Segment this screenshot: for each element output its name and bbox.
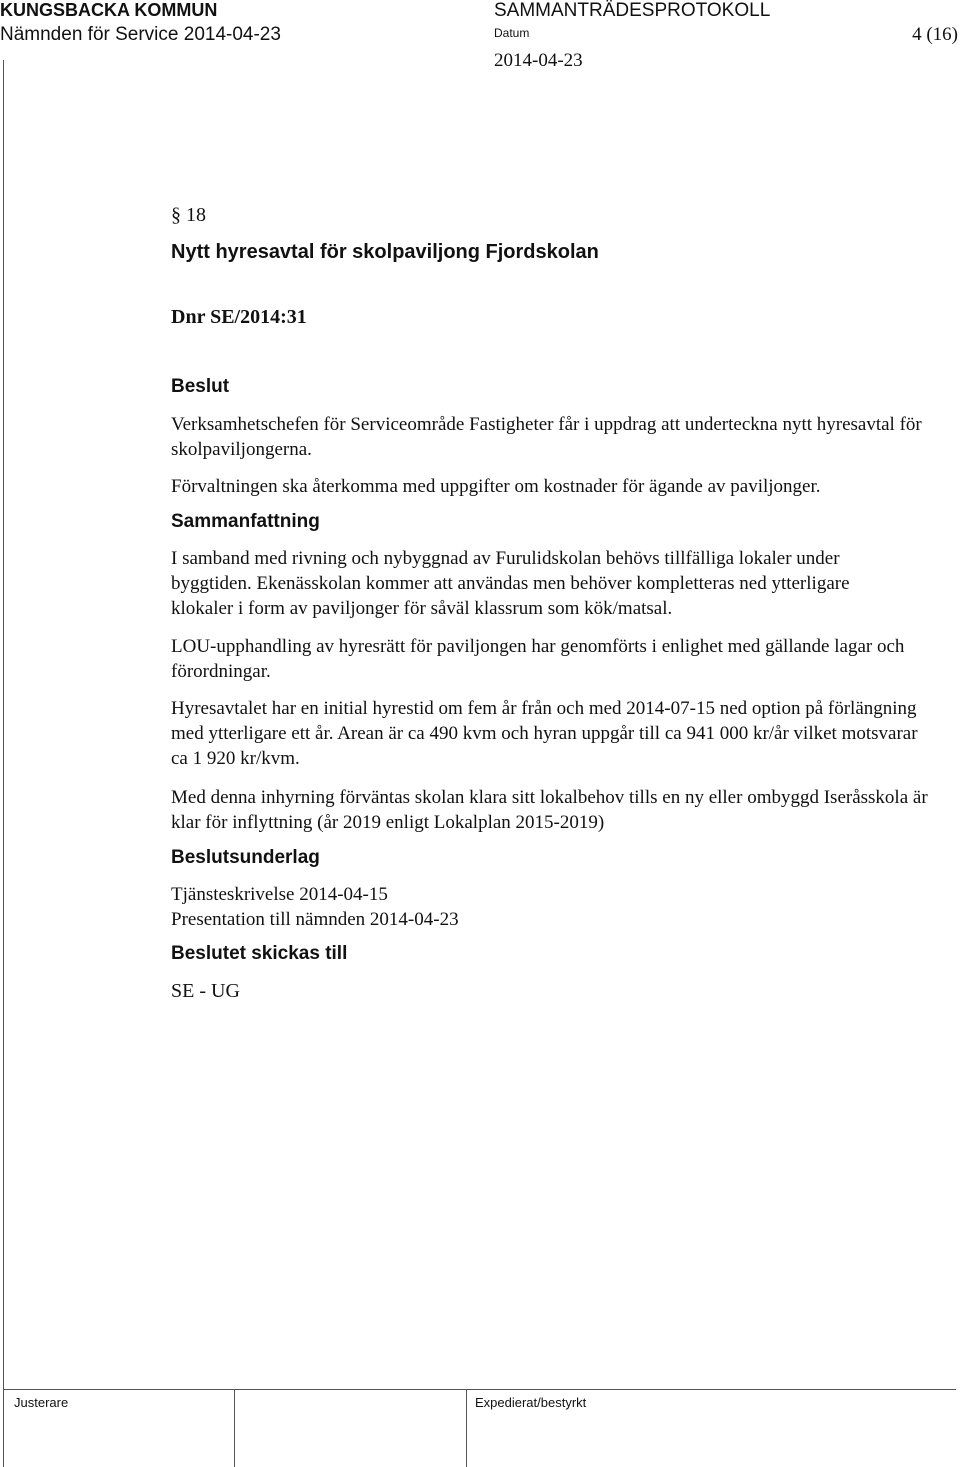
sammanfattning-paragraph: Med denna inhyrning förväntas skolan klara sitt lokalbehov tills en ny eller ombyggd Iseråsskola är klar för inflyttning (år 2019 enligt Lokalplan 2015-2019) [171,787,928,833]
footer-divider [234,1389,235,1467]
sammanfattning-paragraph: LOU-upphandling av hyresrätt för paviljongen har genomförts i enlighet med gällande lagar och förordningar. [171,636,905,682]
section-number [171,203,941,228]
sammanfattning-paragraph: Hyresavtalet har en initial hyrestid om fem år från och med 2014-07-15 ned option på förlängning med ytterligare ett år. Arean är ca 490 kvm och hyran uppgår till ca 941 000 kr/år vilket motsvarar ca 1 920 kr/kvm. [171,698,918,769]
document-type: SAMMANTRÄDESPROTOKOLL [494,0,771,21]
section-title: Nytt hyresavtal för skolpaviljong Fjordskolan [171,241,599,263]
municipality-name: KUNGSBACKA KOMMUN [0,0,218,20]
beslut-heading: Beslut [171,376,230,397]
paragraph-symbol: § [171,204,181,226]
committee-name: Nämnden för Service 2014-04-23 [0,24,281,45]
beslutsunderlag-heading: Beslutsunderlag [171,847,320,868]
left-margin-rule [3,60,4,1467]
footer-divider [466,1389,467,1467]
beslutsunderlag-item: Presentation till nämnden 2014-04-23 [171,909,459,930]
beslut-paragraph: Verksamhetschefen för Serviceområde Fastigheter får i uppdrag att underteckna nytt hyresavtal för skolpaviljongerna. [171,414,922,460]
beslut-paragraph: Förvaltningen ska återkomma med uppgifter om kostnader för ägande av paviljonger. [171,476,821,497]
sammanfattning-paragraph: I samband med rivning och nybyggnad av Furulidskolan behövs tillfälliga lokaler under byggtiden. Ekenässkolan kommer att användas men behöver kompletteras ned ytterligare klokaler i form av paviljonger för såväl klassrum som kök/matsal. [171,548,850,619]
dnr: Dnr SE/2014:31 [171,306,307,328]
page-number: 4 (16) [912,24,958,45]
expedierat-label: Expedierat/bestyrkt [475,1395,587,1410]
date-value: 2014-04-23 [494,50,583,71]
section-number-value: 18 [186,204,206,226]
sammanfattning-heading: Sammanfattning [171,511,320,532]
skickas-till-recipient: SE - UG [171,980,240,1002]
beslutsunderlag-item: Tjänsteskrivelse 2014-04-15 [171,884,388,905]
skickas-till-heading: Beslutet skickas till [171,943,348,964]
footer-rule [3,1389,956,1390]
date-label: Datum [494,26,530,40]
justerare-label: Justerare [14,1395,69,1410]
